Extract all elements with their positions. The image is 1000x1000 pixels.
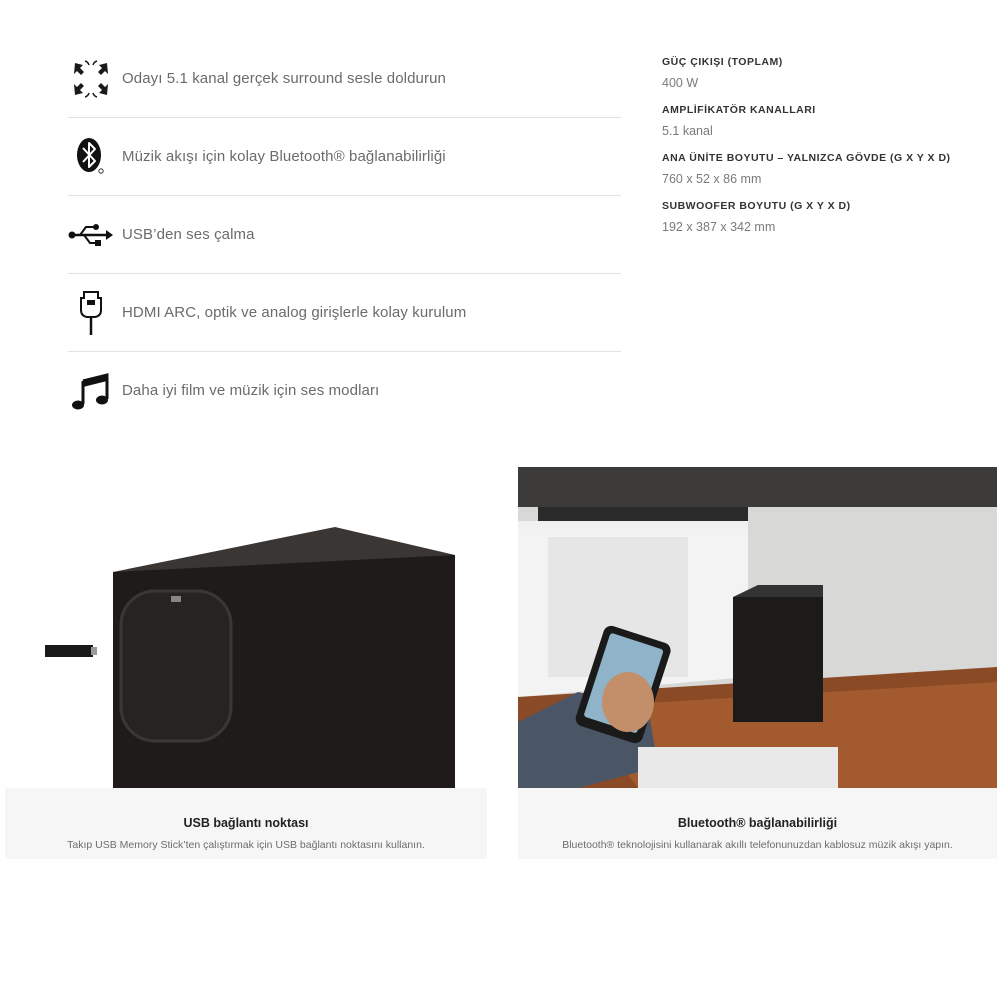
feature-text: HDMI ARC, optik ve analog girişlerle kolay kurulum (122, 304, 467, 321)
feature-item-bluetooth (68, 118, 621, 196)
hdmi-cable-icon (68, 290, 114, 336)
feature-text: Müzik akışı için kolay Bluetooth® bağlanabilirliği (122, 148, 446, 165)
card-description: Takıp USB Memory Stick’ten çalıştırmak için USB bağlantı noktasını kullanın. (67, 839, 425, 851)
feature-list (68, 40, 621, 429)
surround-speakers-icon (68, 56, 114, 102)
feature-item-surround (68, 40, 621, 118)
spec-value: 192 x 387 x 342 mm (662, 220, 776, 234)
spec-label: AMPLİFİKATÖR KANALLARI (662, 104, 816, 116)
feature-item-hdmi (68, 274, 621, 352)
feature-text: USB’den ses çalma (122, 226, 255, 243)
feature-item-sound-modes (68, 352, 621, 429)
bluetooth-card (518, 467, 997, 859)
spec-item (662, 104, 982, 138)
subwoofer-usb-photo (5, 467, 487, 788)
phone-bluetooth-room-photo (518, 467, 997, 788)
card-description: Bluetooth® teknolojisini kullanarak akıllı telefonunuzdan kablosuz müzik akışı yapın. (562, 839, 953, 851)
spec-label: ANA ÜNİTE BOYUTU – YALNIZCA GÖVDE (G X Y X D) (662, 152, 951, 164)
feature-text: Daha iyi film ve müzik için ses modları (122, 382, 380, 399)
bluetooth-icon (68, 134, 114, 180)
spec-value: 5.1 kanal (662, 124, 713, 138)
spec-item (662, 152, 982, 186)
feature-text: Odayı 5.1 kanal gerçek surround sesle doldurun (122, 70, 446, 87)
usb-icon (68, 212, 114, 258)
spec-value: 760 x 52 x 86 mm (662, 172, 762, 186)
card-title: Bluetooth® bağlanabilirliği (677, 816, 838, 830)
spec-value: 400 W (662, 76, 699, 90)
feature-item-usb (68, 196, 621, 274)
music-note-icon (68, 368, 114, 414)
card-title: USB bağlantı noktası (183, 816, 309, 830)
spec-item (662, 56, 982, 90)
spec-list (662, 56, 982, 248)
usb-port-card (5, 467, 487, 859)
spec-label: GÜÇ ÇIKIŞI (TOPLAM) (662, 56, 783, 68)
spec-item (662, 200, 982, 234)
spec-label: SUBWOOFER BOYUTU (G X Y X D) (662, 200, 851, 212)
